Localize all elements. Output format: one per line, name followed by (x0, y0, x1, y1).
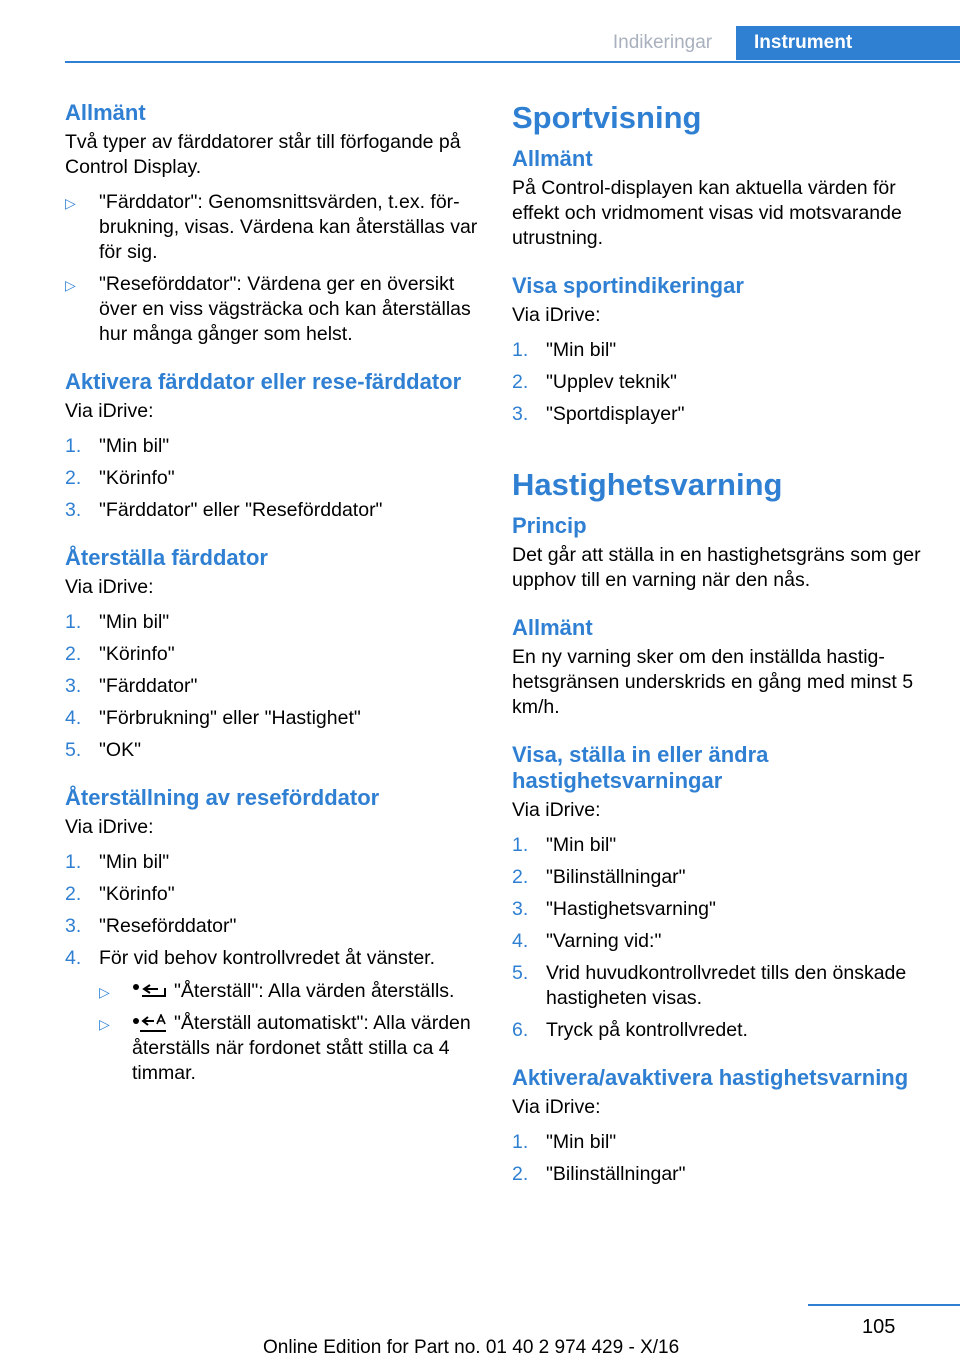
footer-divider (808, 1304, 960, 1306)
section-tab-indikeringar: Indikeringar (612, 32, 713, 53)
triangle-bullet-icon: ▷ (99, 984, 110, 1000)
left-column (65, 100, 485, 1093)
list-item: 1. "Min bil" (512, 1131, 617, 1153)
heading-allmant: Allmänt (65, 100, 146, 125)
list-item: 2. "Körinfo" (65, 467, 175, 489)
list-item-text: "Reseförddator": Värdena ger en översikt över en viss vägsträcka och kan återställas hur många gånger som helst. (99, 273, 471, 345)
list-item-text: "Återställ": Alla värden återställs. (174, 980, 455, 1002)
page-number: 105 (862, 1316, 896, 1338)
triangle-bullet-icon: ▷ (65, 195, 76, 211)
list-item: 1. "Min bil" (512, 834, 617, 856)
reset-icon (132, 982, 168, 1002)
via-idrive-text: Via iDrive: (65, 816, 154, 838)
list-item (65, 190, 485, 265)
list-item: 3. "Hastighetsvarning" (512, 898, 716, 920)
list-item: 2. "Bilinställningar" (512, 1163, 686, 1185)
list-item: 3. "Reseförddator" (65, 915, 237, 937)
heading-visa-sportindikeringar: Visa sportindikeringar (512, 273, 744, 298)
heading-allmant-2: Allmänt (512, 615, 593, 640)
heading-aktivera-fardator: Aktivera färddator eller rese-färddator (65, 369, 462, 394)
heading-aktivera-avaktivera: Aktivera/avaktivera hastighetsvarning (512, 1065, 909, 1090)
list-item: 5. Vrid huvudkontrollvredet tills den önskade hastigheten visas. (512, 962, 907, 1009)
list-item: 1. "Min bil" (512, 339, 617, 361)
list-item: 3. "Sportdisplayer" (512, 403, 685, 425)
list-item: 2. "Körinfo" (65, 883, 175, 905)
right-column (512, 100, 932, 1194)
list-item (99, 1011, 485, 1086)
heading-aterstallning-reseforddator: Återställning av reseförddator (65, 785, 380, 810)
header-divider (65, 61, 960, 63)
steps-sportindikeringar (512, 338, 932, 427)
list-item: 5. "OK" (65, 739, 142, 761)
triangle-bullet-icon: ▷ (99, 1016, 110, 1032)
list-item: 4. "Varning vid:" (512, 930, 662, 952)
page-header (0, 0, 960, 62)
steps-aterstalla (65, 610, 485, 763)
list-item: 2. "Bilinställningar" (512, 866, 686, 888)
heading-hastighetsvarning: Hastighetsvarning (512, 467, 783, 502)
list-item: 1. "Min bil" (65, 435, 170, 457)
via-idrive-text: Via iDrive: (512, 304, 601, 326)
list-item: 6. Tryck på kontrollvredet. (512, 1019, 748, 1041)
section-tab-instrument: Instrument (736, 26, 960, 60)
steps-aterstallning (65, 850, 485, 1086)
list-item: 2. "Körinfo" (65, 643, 175, 665)
paragraph-ny-varning: En ny varning sker om den inställda hastig-hetsgränsen underskrids en gång med minst 5 km/h. (512, 646, 914, 718)
via-idrive-text: Via iDrive: (65, 400, 154, 422)
triangle-bullet-icon: ▷ (65, 277, 76, 293)
heading-princip: Princip (512, 513, 587, 538)
auto-reset-icon (132, 1014, 168, 1034)
list-item-text: "Återställ automatiskt": Alla värden återställs när fordonet stått stilla ca 4 timmar. (132, 1012, 471, 1084)
list-item (65, 272, 485, 347)
bullet-list-reset-options (99, 979, 485, 1086)
list-item (99, 979, 485, 1004)
list-item: 3. "Färddator" (65, 675, 198, 697)
list-item: 1. "Min bil" (65, 611, 170, 633)
heading-aterstalla-fardator: Återställa färddator (65, 545, 268, 570)
via-idrive-text: Via iDrive: (512, 1096, 601, 1118)
steps-hastighetsvarningar (512, 833, 932, 1043)
paragraph-control-display: På Control-displayen kan aktuella värden för effekt och vridmoment visas vid motsvarande utrustning. (512, 177, 902, 249)
steps-aktivera-avaktivera (512, 1130, 932, 1187)
paragraph-trip-computers: Två typer av färddatorer står till förfogande på Control Display. (65, 131, 461, 178)
list-item: 1. "Min bil" (65, 851, 170, 873)
via-idrive-text: Via iDrive: (512, 799, 601, 821)
edition-footer: Online Edition for Part no. 01 40 2 974 429 - X/16 (263, 1337, 680, 1358)
list-item: 2. "Upplev teknik" (512, 371, 677, 393)
heading-sportvisning: Sportvisning (512, 100, 702, 135)
via-idrive-text: Via iDrive: (65, 576, 154, 598)
heading-visa-stalla-in: Visa, ställa in eller ändra hastighetsvarningar (512, 742, 769, 793)
bullet-list-trip-computers (65, 190, 485, 347)
heading-allmant: Allmänt (512, 146, 593, 171)
list-item: 4. För vid behov kontrollvredet åt vänster. ▷ "Återställ": Alla värden återställs. ▷ "Återställ automatiskt": Alla värden återställs när fordonet stått stilla ca 4 timmar. (65, 946, 485, 1086)
paragraph-princip: Det går att ställa in en hastighetsgräns som ger upphov till en varning när den nås. (512, 544, 921, 591)
list-item: 3. "Färddator" eller "Reseförddator" (65, 499, 383, 521)
list-item: 4. "Förbrukning" eller "Hastighet" (65, 707, 361, 729)
list-item-text: "Färddator": Genomsnittsvärden, t.ex. för-brukning, visas. Värdena kan återställas var för sig. (99, 191, 478, 263)
steps-aktivera (65, 434, 485, 523)
